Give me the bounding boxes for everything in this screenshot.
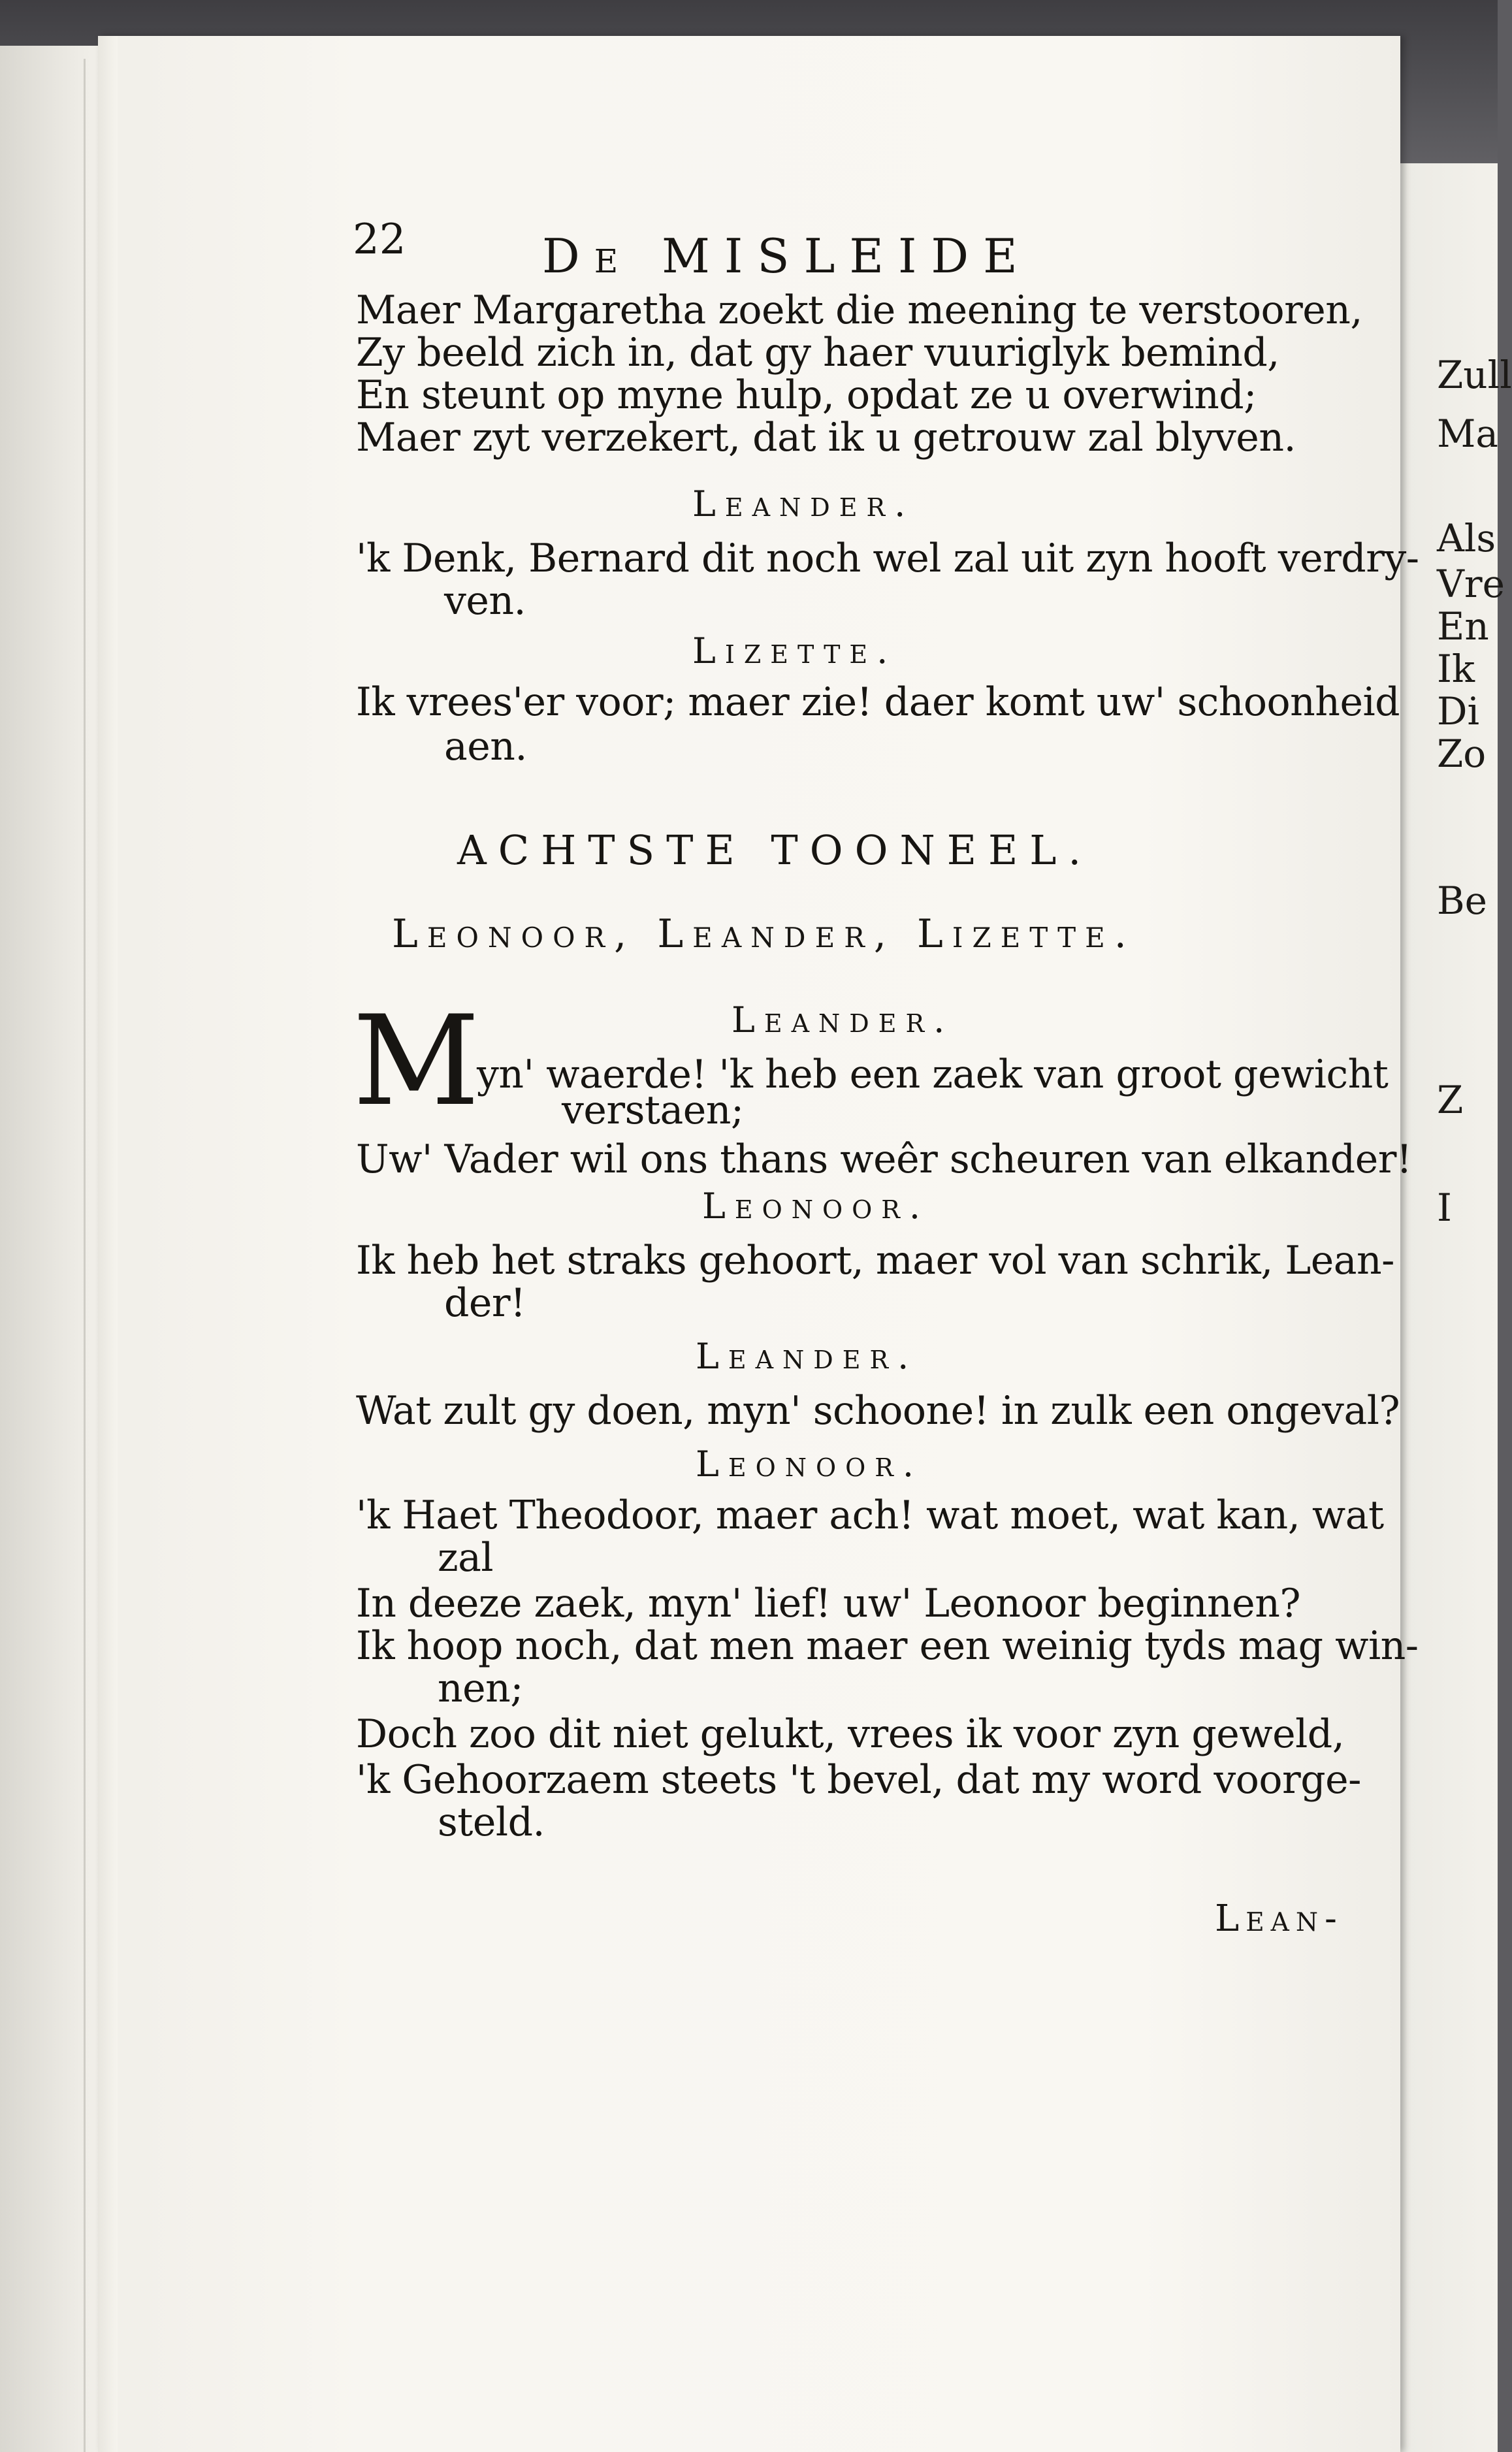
verse-line: Maer Margaretha zoekt die meening te verstooren, [356, 287, 1362, 333]
verse-line: der! [444, 1280, 526, 1326]
right-page-fragment: Als [1437, 516, 1496, 560]
right-page-fragment: Be [1437, 879, 1487, 923]
page-number: 22 [353, 216, 406, 264]
speaker-name: Leander. [732, 999, 954, 1040]
speaker-name: Leonoor. [702, 1186, 930, 1227]
verse-line: verstaen; [562, 1088, 744, 1133]
right-page-fragment: Zull [1437, 353, 1512, 397]
speaker-name: Leonoor. [696, 1444, 924, 1485]
right-page-fragment: Di [1437, 689, 1480, 734]
right-page-fragment: Ma [1437, 411, 1498, 456]
verse-line: zal [438, 1535, 494, 1581]
verse-line: Maer zyt verzekert, dat ik u getrouw zal blyven. [356, 415, 1296, 460]
speaker-name: Leander. [692, 483, 915, 524]
verse-line: Ik vrees'er voor; maer zie! daer komt uw' schoonheid [356, 679, 1400, 725]
scene-title: ACHTSTE TOONEEL. [457, 826, 1093, 874]
speaker-name: Leander. [696, 1336, 918, 1377]
speaker-name: Lizette. [692, 630, 897, 671]
verse-line: Ik heb het straks gehoort, maer vol van schrik, Lean- [356, 1238, 1394, 1283]
verse-line: yn' waerde! 'k heb een zaek van groot gewicht [477, 1052, 1389, 1097]
catchword: Lean- [1215, 1897, 1343, 1940]
right-page-fragment: I [1437, 1186, 1452, 1230]
right-page-fragment: Vre [1437, 562, 1505, 606]
scene-persons: Leonoor, Leander, Lizette. [392, 911, 1136, 957]
drop-cap: M [353, 989, 480, 1133]
right-page-fragment: En [1437, 604, 1489, 649]
verse-line: Ik hoop noch, dat men maer een weinig tyds mag win- [356, 1623, 1419, 1669]
verse-line: Uw' Vader wil ons thans weêr scheuren van elkander! [356, 1137, 1412, 1182]
page-fold [98, 36, 118, 2452]
right-page-fragment: Zo [1437, 732, 1487, 776]
running-title: De MISLEIDE [542, 229, 1032, 283]
verse-line: Zy beeld zich in, dat gy haer vuuriglyk bemind, [356, 330, 1279, 376]
page-stack-line [84, 59, 86, 2452]
verse-line: 'k Denk, Bernard dit noch wel zal uit zyn hooft verdry- [356, 536, 1419, 581]
verse-line: steld. [438, 1799, 545, 1845]
verse-line: Wat zult gy doen, myn' schoone! in zulk een ongeval? [356, 1388, 1400, 1434]
verse-line: 'k Gehoorzaem steets 't bevel, dat my word voorge- [356, 1757, 1361, 1803]
right-page-fragment: Z [1437, 1078, 1464, 1122]
verse-line: Doch zoo dit niet gelukt, vrees ik voor zyn geweld, [356, 1711, 1345, 1757]
verse-line: ven. [444, 578, 526, 624]
right-page-fragment: Ik [1437, 647, 1475, 691]
verse-line: nen; [438, 1666, 524, 1711]
verse-line: aen. [444, 724, 527, 769]
verse-line: 'k Haet Theodoor, maer ach! wat moet, wat kan, wat [356, 1492, 1384, 1538]
verse-line: En steunt op myne hulp, opdat ze u overwind; [356, 372, 1257, 418]
left-page-edge [0, 46, 114, 2452]
verse-line: In deeze zaek, myn' lief! uw' Leonoor beginnen? [356, 1581, 1301, 1626]
